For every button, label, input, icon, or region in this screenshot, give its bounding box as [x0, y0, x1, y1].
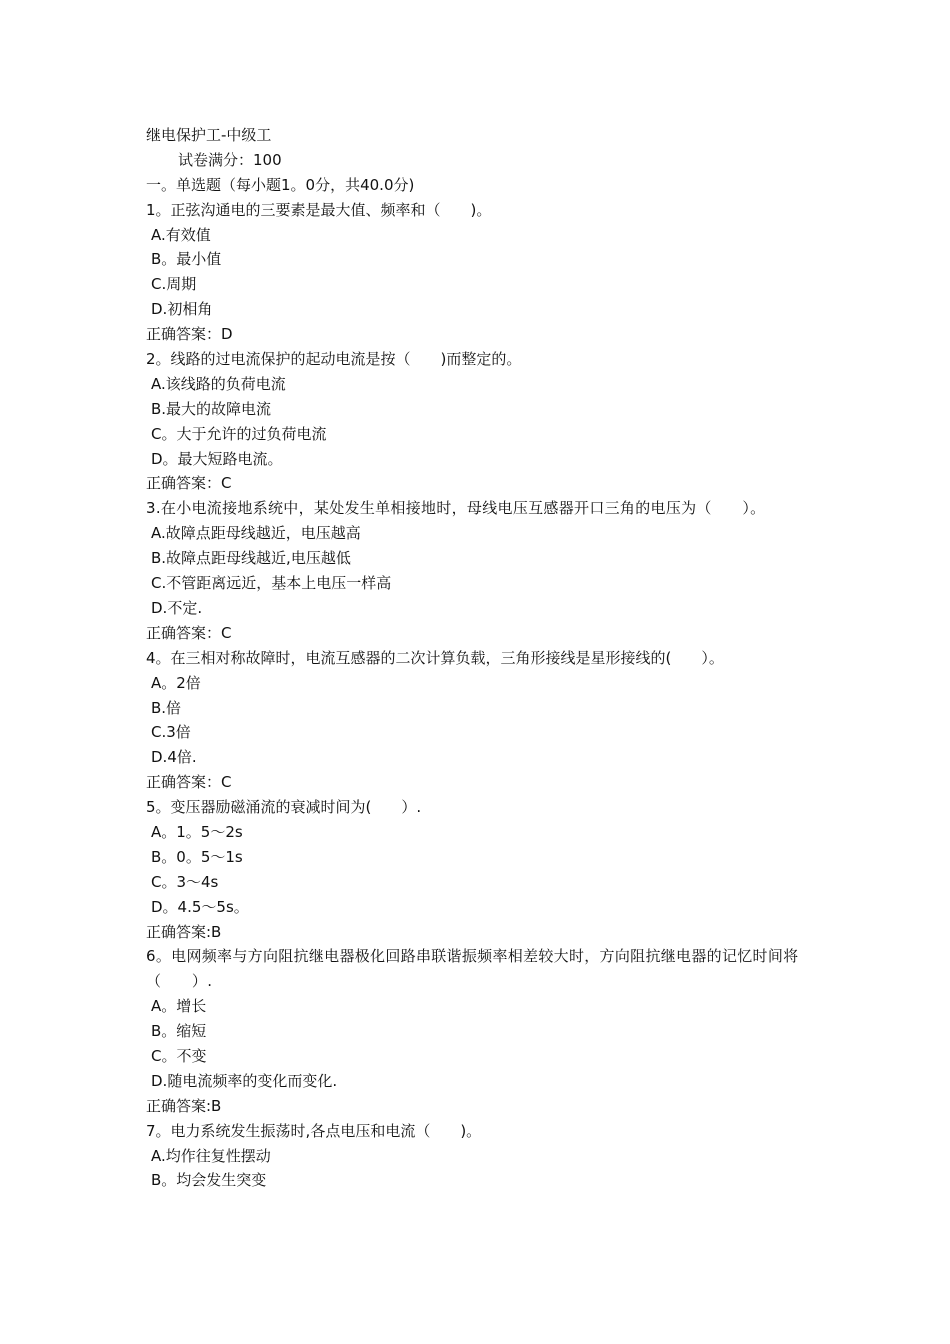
question-5: [146, 795, 816, 944]
question-stem: 3.在小电流接地系统中，某处发生单相接地时，母线电压互感器开口三角的电压为（ ）。: [146, 499, 766, 518]
correct-answer: 正确答案:B: [146, 1096, 222, 1115]
option-b: B。0。5～1s: [151, 847, 243, 866]
option-b: B。最小值: [151, 250, 222, 269]
option-d: D。最大短路电流。: [151, 449, 283, 468]
question-stem: 1。正弦沟通电的三要素是最大值、频率和（ )。: [146, 200, 492, 219]
option-a: A.故障点距母线越近，电压越高: [151, 524, 361, 543]
option-a: A.该线路的负荷电流: [151, 374, 286, 393]
question-stem: 6。电网频率与方向阻抗继电器极化回路串联谐振频率相差较大时，方向阻抗继电器的记忆时间将（ ）.: [146, 947, 799, 991]
question-stem: 4。在三相对称故障时，电流互感器的二次计算负载，三角形接线是星形接线的( ）。: [146, 648, 724, 667]
option-a: A.有效值: [151, 225, 211, 244]
option-c: C.周期: [151, 275, 197, 294]
question-1: [146, 198, 816, 347]
option-d: D.不定.: [151, 598, 203, 617]
option-b: B。缩短: [151, 1022, 207, 1041]
correct-answer: 正确答案:B: [146, 922, 222, 941]
option-d: D.4倍.: [151, 748, 197, 767]
question-7: [146, 1119, 816, 1194]
question-3: [146, 496, 816, 645]
option-b: B.故障点距母线越近,电压越低: [151, 549, 351, 568]
correct-answer: 正确答案：C: [146, 623, 232, 642]
question-2: [146, 347, 816, 496]
question-stem: 7。电力系统发生振荡时,各点电压和电流（ )。: [146, 1121, 482, 1140]
option-a: A。1。5～2s: [151, 822, 243, 841]
option-d: D.初相角: [151, 300, 213, 319]
question-stem: 5。变压器励磁涌流的衰减时间为( ）.: [146, 798, 422, 817]
full-score: 试卷满分：100: [178, 150, 282, 169]
option-b: B.倍: [151, 698, 182, 717]
question-stem: 2。线路的过电流保护的起动电流是按（ )而整定的。: [146, 350, 522, 369]
correct-answer: 正确答案：C: [146, 474, 232, 493]
option-c: C。3～4s: [151, 872, 219, 891]
option-c: C.不管距离远近，基本上电压一样高: [151, 574, 392, 593]
correct-answer: 正确答案：D: [146, 325, 233, 344]
question-4: [146, 646, 816, 795]
section-heading: 一。单选题（每小题1。0分，共40.0分): [146, 175, 415, 194]
option-d: D。4.5～5s。: [151, 897, 249, 916]
option-a: A。增长: [151, 997, 207, 1016]
option-c: C。不变: [151, 1047, 207, 1065]
option-d: D.随电流频率的变化而变化.: [151, 1071, 338, 1090]
option-b: B。均会发生突变: [151, 1171, 267, 1190]
option-c: C.3倍: [151, 723, 191, 742]
option-c: C。大于允许的过负荷电流: [151, 424, 327, 443]
question-6: [146, 944, 816, 1118]
correct-answer: 正确答案：C: [146, 773, 232, 792]
option-a: A.均作往复性摆动: [151, 1146, 271, 1165]
option-a: A。2倍: [151, 673, 201, 692]
exam-title: 继电保护工-中级工: [146, 126, 272, 144]
option-b: B.最大的故障电流: [151, 399, 272, 418]
exam-content: [146, 123, 816, 1193]
